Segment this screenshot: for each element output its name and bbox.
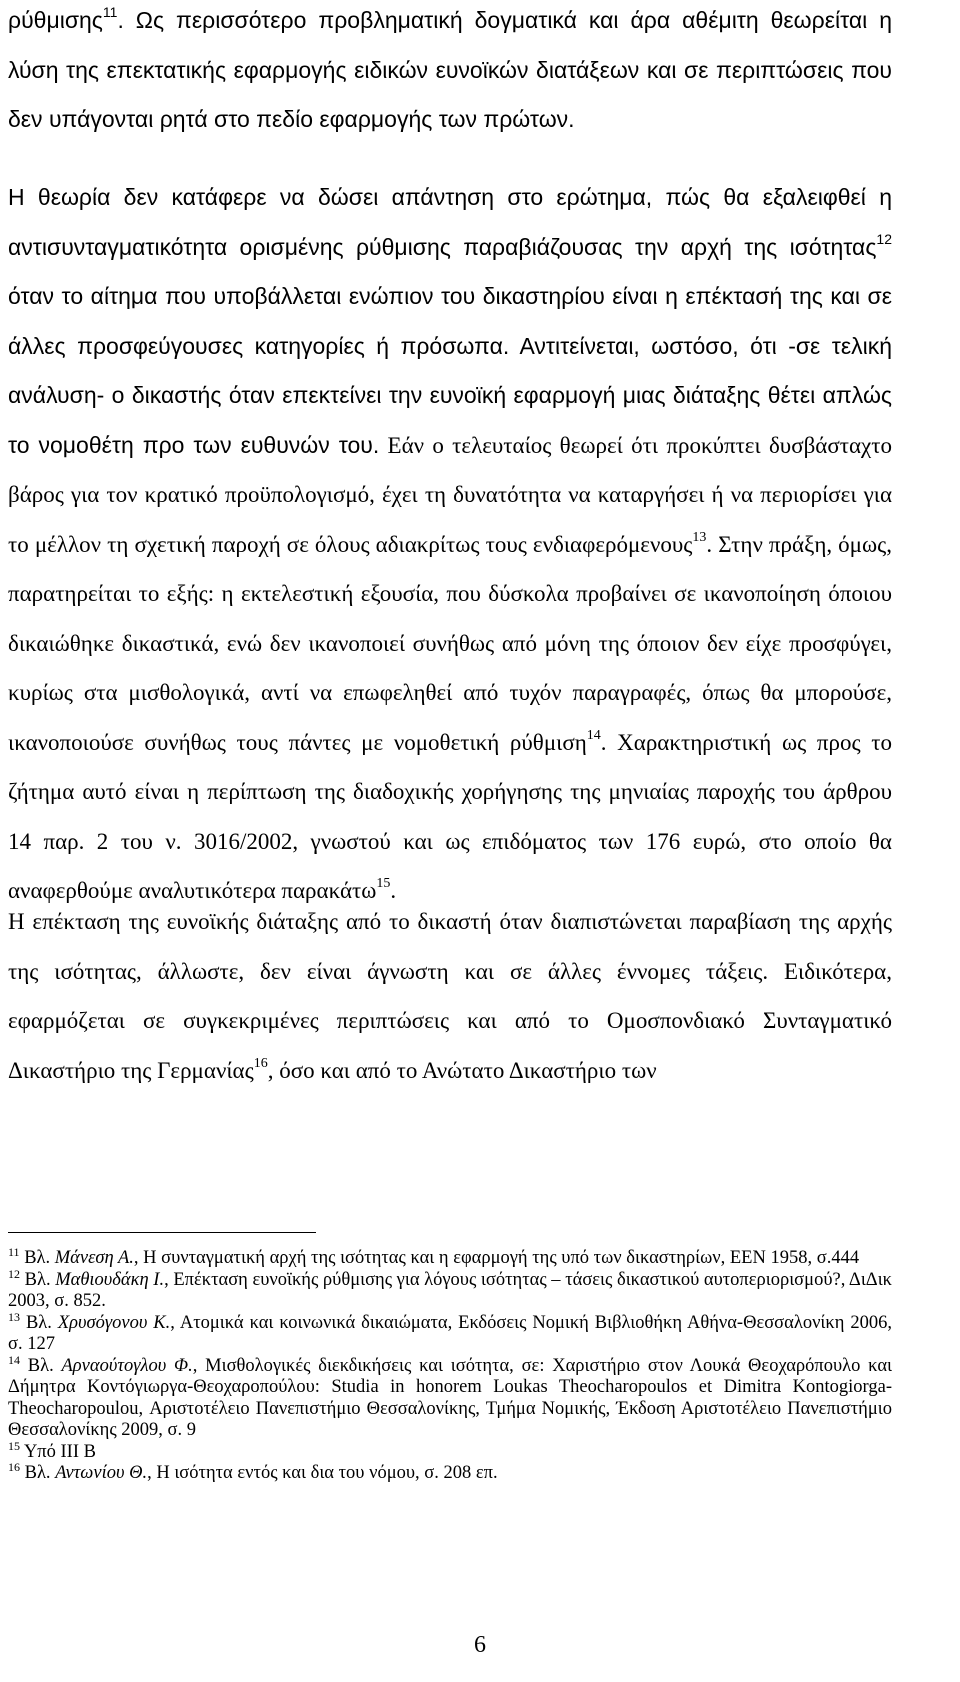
footnote-16: [8, 1460, 892, 1485]
footnote-number: 13: [8, 1309, 20, 1324]
footnote-ref-14[interactable]: 14: [586, 727, 601, 743]
footnote-text: Βλ.: [19, 1248, 55, 1268]
paragraph-3-text: Η επέκταση της ευνοϊκής διάταξης από το δικαστή όταν διαπιστώνεται παραβίαση της αρχής της ισότητας, άλλωστε, δεν είναι άγνωστη και σε άλλες έννομες τάξεις. Ειδικότερα, εφαρμόζεται σε συγκεκριμένες περιπτώσεις και από το Ομοσπονδιακό Συνταγματικό Δικαστήριο της Γερμανίας: [8, 909, 892, 1083]
paragraph-2-text: .: [390, 878, 397, 903]
footnote-text: Υπό ΙΙΙ Β: [20, 1441, 96, 1462]
footnote-text: Βλ.: [20, 1269, 56, 1290]
paragraph-2-text: Εάν ο τελευταίος θεωρεί ότι προκύπτει δυσβάσταχτο βάρος για τον κρατικό προϋπολογισμό, έχει τη δυνατότητα να καταργήσει ή να περιορίσει για το μέλλον τη σχετική παροχή σε όλους αδιακρίτως τους ενδιαφερόμενους: [8, 432, 892, 557]
footnote-text: , Ατομικά και κοινωνικά δικαιώματα, Εκδόσεις Νομική Βιβλιοθήκη Αθήνα-Θεσσαλονίκη 2006, σ. 127: [8, 1312, 892, 1354]
footnote-12: [8, 1266, 893, 1313]
footnote-text: , Η συνταγματική αρχή της ισότητας και η εφαρμογή της υπό των δικαστηρίων, ΕΕΝ 1958, σ.444: [133, 1248, 860, 1268]
footnote-text: Βλ.: [20, 1312, 58, 1333]
footnote-ref-16[interactable]: 16: [253, 1055, 268, 1071]
footnote-ref-13[interactable]: 13: [692, 529, 707, 545]
footnote-number: 11: [8, 1245, 20, 1259]
footnote-author: Χρυσόγονου Κ.: [57, 1312, 171, 1333]
footnote-author: Αρναούτογλου Φ.: [61, 1355, 193, 1376]
paragraph-2-text: . Χαρακτηριστική ως προς το ζήτημα αυτό είναι η περίπτωση της διαδοχικής χορήγησης της μηνιαίας παροχής του άρθρου 14 παρ. 2 του ν. 3016/2002, γνωστού και ως επιδόματος των 176 ευρώ, στο οποίο θα αναφερθούμε αναλυτικότερα παρακάτω: [8, 729, 892, 903]
footnotes: [8, 1245, 893, 1485]
footnote-author: Αντωνίου Θ.: [55, 1463, 148, 1483]
paragraph-2: [8, 173, 892, 916]
paragraph-2-text: Η θεωρία δεν κατάφερε να δώσει απάντηση στο ερώτημα, πώς θα εξαλειφθεί η αντισυνταγματικότητα ορισμένης ρύθμισης παραβιάζουσας την αρχή της ισότητας: [8, 184, 892, 260]
footnote-text: Βλ.: [20, 1355, 62, 1376]
paragraph-2-text: . Στην πράξη, όμως, παρατηρείται το εξής: η εκτελεστική εξουσία, που δύσκολα προβαίνει σε ικανοποίηση όποιου δικαιώθηκε δικαστικά, ενώ δεν ικανοποιεί συνήθως από μόνη της όποιον δεν είχε προσφύγει, κυρίως στα μισθολογικά, αντί να επωφεληθεί από τυχόν παραγραφές, όπως θα μπορούσε, ικανοποιούσε συνήθως τους πάντες με νομοθετική ρύθμιση: [8, 531, 893, 755]
footnote-text: , Η ισότητα εντός και δια του νόμου, σ. 208 επ.: [147, 1463, 498, 1483]
footnote-14: [8, 1352, 892, 1442]
footnote-number: 15: [8, 1438, 20, 1453]
paragraph-1: [8, 0, 892, 145]
paragraph-1-text: ρύθμισης: [8, 7, 103, 33]
footnote-text: , Επέκταση ευνοϊκής ρύθμισης για λόγους ισότητας – τάσεις δικαστικού αυτοπεριορισμού?, ΔιΔικ 2003, σ. 852.: [8, 1269, 893, 1311]
paragraph-3-text: , όσο και από το Ανώτατο Δικαστήριο των: [267, 1057, 657, 1083]
footnote-author: Μάνεση Α.: [54, 1248, 134, 1268]
footnote-ref-15[interactable]: 15: [376, 876, 391, 891]
footnote-text: , Μισθολογικές διεκδικήσεις και ισότητα, σε: Χαριστήριο στον Λουκά Θεοχαρόπουλο και Δήμητρα Κοντόγιωργα-Θεοχαροπούλου: Studia in honorem Loukas Theocharopoulos et Dimitra Kontogiorga-Theocharopoulou, Αριστοτέλειο Πανεπιστήμιο Θεσσαλονίκης, Τμήμα Νομικής, Έκδοση Αριστοτέλειο Πανεπιστήμιο Θεσσαλονίκης 2009, σ. 9: [8, 1355, 892, 1440]
footnote-13: [8, 1309, 892, 1356]
page-number: 6: [474, 1632, 486, 1658]
footnote-15: [8, 1438, 892, 1464]
footnote-number: 12: [8, 1266, 20, 1281]
footnote-number: 16: [8, 1460, 20, 1474]
footnote-author: Μαθιουδάκη Ι.: [55, 1269, 165, 1290]
footnote-text: Βλ.: [20, 1463, 56, 1483]
footnote-ref-11[interactable]: 11: [102, 4, 118, 20]
footnote-ref-12[interactable]: 12: [876, 230, 892, 247]
footnote-separator: [8, 1232, 316, 1233]
footnote-11: [8, 1245, 892, 1270]
paragraph-1-text: . Ως περισσότερο προβληματική δογματικά και άρα αθέμιτη θεωρείται η λύση της επεκτατικής εφαρμογής ειδικών ευνοϊκών διατάξεων και σε περιπτώσεις που δεν υπάγονται ρητά στο πεδίο εφαρμογής των πρώτων.: [8, 7, 892, 132]
footnote-number: 14: [8, 1352, 20, 1367]
paragraph-2-text: όταν το αίτημα που υποβάλλεται ενώπιον του δικαστηρίου είναι η επέκτασή της και σε άλλες προσφεύγουσες κατηγορίες ή πρόσωπα. Αντιτείνεται, ωστόσο, ότι -σε τελική ανάλυση- ο δικαστής όταν επεκτείνει την ευνοϊκή εφαρμογή μιας διάταξης θέτει απλώς το νομοθέτη προ των ευθυνών του.: [8, 283, 892, 458]
paragraph-3: [8, 897, 892, 1095]
